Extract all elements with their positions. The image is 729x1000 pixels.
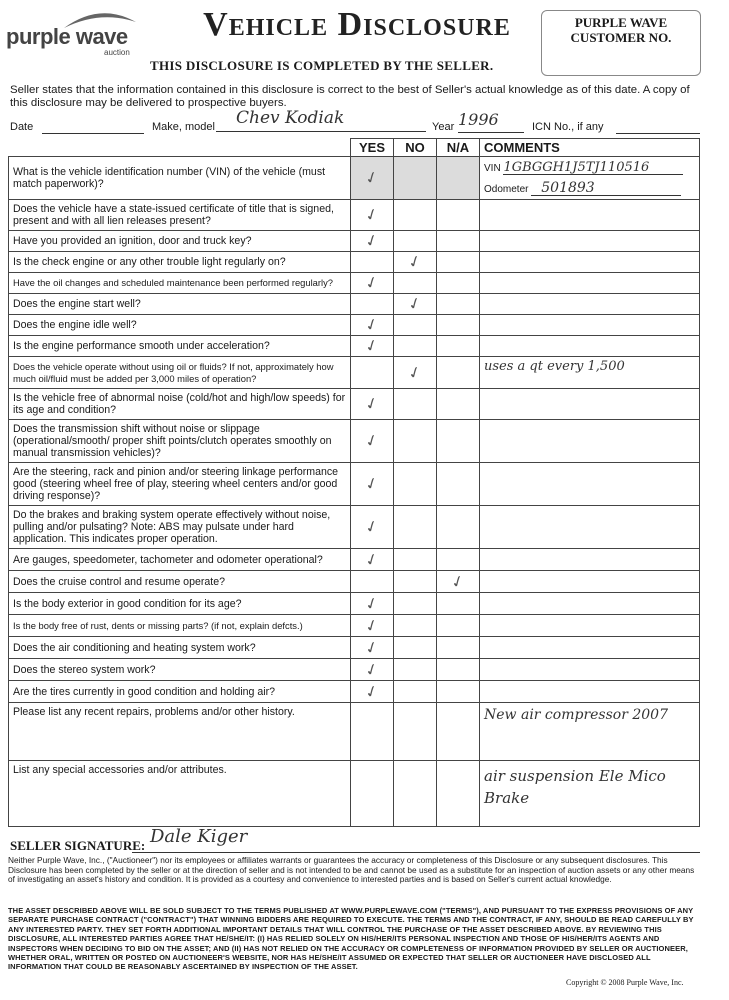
no-cell[interactable] — [394, 615, 437, 637]
question-text: Have you provided an ignition, door and truck key? — [9, 231, 351, 252]
question-text: Does the engine idle well? — [9, 315, 351, 336]
seller-signature-label: SELLER SIGNATURE: — [10, 838, 146, 853]
table-row — [9, 389, 700, 420]
no-cell[interactable] — [394, 549, 437, 571]
yes-cell[interactable] — [351, 549, 394, 571]
yes-cell[interactable] — [351, 659, 394, 681]
question-text: Does the air conditioning and heating system work? — [9, 637, 351, 659]
question-text: Please list any recent repairs, problems and/or other history. — [9, 703, 351, 761]
year-label: Year — [432, 121, 455, 133]
odometer-field[interactable]: 501893 — [531, 179, 681, 196]
question-header — [9, 139, 351, 157]
page-subtitle: THIS DISCLOSURE IS COMPLETED BY THE SELLER. — [150, 58, 494, 73]
na-cell[interactable] — [437, 200, 480, 231]
no-cell[interactable] — [394, 703, 437, 761]
table-row — [9, 157, 700, 200]
check-mark: ✓ — [362, 429, 382, 452]
table-row — [9, 637, 700, 659]
check-mark: ✓ — [362, 635, 382, 659]
question-text: Does the cruise control and resume operate? — [9, 571, 351, 593]
comment-cell[interactable]: air suspension Ele Mico Brake — [480, 761, 700, 827]
yes-cell[interactable] — [351, 231, 394, 252]
table-row — [9, 571, 700, 593]
check-mark: ✓ — [405, 360, 425, 384]
na-cell[interactable] — [437, 252, 480, 273]
page-title: Vehicle Disclosure — [203, 6, 511, 43]
na-cell[interactable] — [437, 315, 480, 336]
comment-cell[interactable] — [480, 315, 700, 336]
check-mark: ✓ — [362, 472, 382, 495]
na-cell[interactable] — [437, 273, 480, 294]
no-cell[interactable] — [394, 273, 437, 294]
table-row — [9, 231, 700, 252]
yes-cell[interactable] — [351, 703, 394, 761]
question-text: Does the transmission shift without noise or slippage (operational/smooth/ proper shift points/clutch operates smoothly on manual transmission vehicles)? — [9, 420, 351, 463]
icn-label: ICN No., if any — [532, 121, 604, 133]
question-text: Does the vehicle have a state-issued certificate of title that is signed, present and with all lien releases present? — [9, 200, 351, 231]
no-cell[interactable] — [394, 157, 437, 200]
yes-cell[interactable] — [351, 157, 394, 200]
table-row — [9, 615, 700, 637]
no-cell[interactable] — [394, 357, 437, 389]
table-row — [9, 761, 700, 827]
yes-cell[interactable] — [351, 315, 394, 336]
yes-header: YES — [351, 139, 394, 157]
odometer-label: Odometer — [484, 183, 529, 195]
yes-cell[interactable] — [351, 637, 394, 659]
check-mark: ✓ — [362, 657, 382, 681]
comment-cell[interactable] — [480, 273, 700, 294]
comment-cell[interactable] — [480, 615, 700, 637]
seller-signature[interactable]: Dale Kiger — [150, 826, 248, 847]
no-cell[interactable] — [394, 315, 437, 336]
comment-cell[interactable] — [480, 463, 700, 506]
table-row — [9, 463, 700, 506]
yes-cell[interactable] — [351, 615, 394, 637]
check-mark: ✓ — [362, 613, 382, 637]
no-cell[interactable] — [394, 761, 437, 827]
make-label: Make, model — [152, 121, 215, 133]
question-text: Are the tires currently in good condition and holding air? — [9, 681, 351, 703]
signature-line — [132, 852, 700, 853]
na-cell[interactable] — [437, 294, 480, 315]
no-cell[interactable] — [394, 463, 437, 506]
table-row — [9, 506, 700, 549]
na-cell[interactable] — [437, 659, 480, 681]
check-mark: ✓ — [362, 313, 382, 336]
question-text: Is the body free of rust, dents or missing parts? (if not, explain defcts.) — [9, 615, 351, 637]
na-cell[interactable] — [437, 506, 480, 549]
vin-field[interactable]: 1GBGGH1J5TJ110516 — [503, 158, 683, 175]
comment-cell[interactable] — [480, 637, 700, 659]
table-row — [9, 336, 700, 357]
check-mark: ✓ — [405, 292, 425, 315]
table-row — [9, 273, 700, 294]
question-text: Have the oil changes and scheduled maintenance been performed regularly? — [9, 273, 351, 294]
logo-subtext: auction — [104, 48, 130, 57]
logo-wordmark: purple wave — [6, 24, 128, 49]
no-cell[interactable] — [394, 231, 437, 252]
na-cell[interactable] — [437, 703, 480, 761]
question-text: Does the stereo system work? — [9, 659, 351, 681]
vin-label: VIN — [484, 162, 501, 174]
na-cell[interactable] — [437, 549, 480, 571]
year-field[interactable]: 1996 — [458, 110, 524, 133]
question-text: Is the vehicle free of abnormal noise (cold/hot and high/low speeds) for its age and condition? — [9, 389, 351, 420]
question-text: Do the brakes and braking system operate effectively without noise, pulling and/or pulsating? Note: ABS may pulsate under hard application. This indicates proper operation. — [9, 506, 351, 549]
table-row — [9, 420, 700, 463]
table-row — [9, 200, 700, 231]
date-label: Date — [10, 121, 34, 133]
yes-cell[interactable] — [351, 681, 394, 703]
na-cell[interactable] — [437, 681, 480, 703]
no-cell[interactable] — [394, 389, 437, 420]
question-text: Does the vehicle operate without using oil or fluids? If not, approximately how much oil/fluid must be added per 3,000 miles of operation? — [9, 357, 351, 389]
na-cell[interactable] — [437, 336, 480, 357]
check-mark: ✓ — [405, 250, 425, 273]
table-row — [9, 315, 700, 336]
comment-cell[interactable] — [480, 571, 700, 593]
question-text: List any special accessories and/or attributes. — [9, 761, 351, 827]
check-mark: ✓ — [362, 334, 382, 357]
yes-cell[interactable] — [351, 389, 394, 420]
comment-cell[interactable]: New air compressor 2007 — [480, 703, 700, 761]
yes-cell[interactable] — [351, 252, 394, 273]
question-text: Is the body exterior in good condition for its age? — [9, 593, 351, 615]
no-header: NO — [394, 139, 437, 157]
customer-number-box[interactable] — [541, 10, 701, 76]
no-cell[interactable] — [394, 336, 437, 357]
question-text: Are the steering, rack and pinion and/or steering linkage performance good (steering wheel free of play, steering wheel centers and/or good driving response)? — [9, 463, 351, 506]
disclosure-table — [8, 138, 700, 827]
na-cell[interactable] — [437, 463, 480, 506]
check-mark: ✓ — [362, 271, 382, 294]
comment-cell[interactable] — [480, 294, 700, 315]
table-row — [9, 252, 700, 273]
question-text: Does the engine start well? — [9, 294, 351, 315]
intro-text: Seller states that the information contained in this disclosure is correct to the best of Seller's actual knowledge as of this date. A copy of this disclosure may be delivered to prospective buyers. — [10, 84, 690, 109]
copyright-text: Copyright © 2008 Purple Wave, Inc. — [566, 978, 684, 987]
na-cell[interactable] — [437, 357, 480, 389]
no-cell[interactable] — [394, 200, 437, 231]
no-cell[interactable] — [394, 294, 437, 315]
comment-cell[interactable] — [480, 389, 700, 420]
no-cell[interactable] — [394, 681, 437, 703]
comment-cell[interactable]: uses a qt every 1,500 — [480, 357, 700, 389]
yes-cell[interactable] — [351, 506, 394, 549]
comment-cell[interactable] — [480, 549, 700, 571]
table-row — [9, 703, 700, 761]
table-row — [9, 593, 700, 615]
table-row — [9, 549, 700, 571]
na-cell[interactable] — [437, 231, 480, 252]
check-mark: ✓ — [362, 679, 382, 703]
check-mark: ✓ — [362, 591, 382, 615]
table-row — [9, 357, 700, 389]
comment-cell[interactable] — [480, 506, 700, 549]
table-row — [9, 294, 700, 315]
comment-cell[interactable] — [480, 231, 700, 252]
na-cell[interactable] — [437, 157, 480, 200]
no-cell[interactable] — [394, 571, 437, 593]
check-mark: ✓ — [362, 515, 382, 538]
comment-cell[interactable] — [480, 420, 700, 463]
no-cell[interactable] — [394, 659, 437, 681]
date-field[interactable] — [42, 121, 144, 134]
na-header: N/A — [437, 139, 480, 157]
check-mark: ✓ — [362, 166, 382, 189]
na-cell[interactable] — [437, 593, 480, 615]
yes-cell[interactable] — [351, 294, 394, 315]
comments-header: COMMENTS — [480, 139, 700, 157]
check-mark: ✓ — [448, 569, 468, 593]
comment-cell[interactable] — [480, 336, 700, 357]
na-cell[interactable] — [437, 389, 480, 420]
yes-cell[interactable] — [351, 761, 394, 827]
comment-cell[interactable] — [480, 593, 700, 615]
disclaimer-text: Neither Purple Wave, Inc., ("Auctioneer") nor its employees or affiliates warrants or guarantees the accuracy or completeness of this Disclosure or any subsequent disclosures. This Disclosure has been completed by the seller or at the direction of seller and is not intended to be and cannot be used as a substitute for an inspection of auction assets or any other means of investigating an asset's history and condition. It is provided as a courtesy and convenience to interested parties and is based on Seller's current actual knowledge. — [8, 855, 695, 885]
yes-cell[interactable] — [351, 200, 394, 231]
no-cell[interactable] — [394, 252, 437, 273]
check-mark: ✓ — [362, 547, 382, 571]
yes-cell[interactable] — [351, 273, 394, 294]
question-text: Are gauges, speedometer, tachometer and odometer operational? — [9, 549, 351, 571]
yes-cell[interactable] — [351, 420, 394, 463]
yes-cell[interactable] — [351, 336, 394, 357]
check-mark: ✓ — [362, 203, 382, 226]
terms-text: THE ASSET DESCRIBED ABOVE WILL BE SOLD SUBJECT TO THE TERMS PUBLISHED AT WWW.PURPLEWAVE.COM ("TERMS"), AND PURSUANT TO THE EXPRESS PROVISIONS OF ANY SEPARATE PURCHASE CONTRACT ("CONTRACT") THAT WINNING BIDDERS ARE REQUIRED TO EXECUTE. THE TERMS AND THE CONTRACT, IF ANY, SHOULD BE READ CAREFULLY BY ANY INTERESTED PARTY. THEY SET FORTH ADDITIONAL IMPORTANT DETAILS THAT WILL CONTROL THE PURCHASE OF THE ASSET DESCRIBED ABOVE. BY REVIEWING THIS DISCLOSURE, ALL INTERESTED PARTIES AGREE THAT HE/SHE/IT: (I) HAS RELIED SOLELY ON HIS/HER/ITS PERSONAL INSPECTION AND THOSE OF HIS/HER/ITS AGENTS AND INSPECTORS WHEN DECIDING TO BID ON THE ASSET; AND (II) HAS NOT RELIED ON THE ACCURACY OR COMPLETENESS OF INFORMATION PROVIDED BY SELLER OR AUCTIONEER, WHETHER ORAL, WRITTEN OR POSTED ON AUCTIONEER'S WEBSITE, NOR HAS HE/SHE/IT ASSUMED OR EXPECTED THAT SELLER OR AUCTIONEER HAVE DISCLOSED ALL INFORMATION THAT COULD BE REASONABLY ASCERTAINED BY INSPECTION OF THE ASSET. — [8, 906, 694, 972]
na-cell[interactable] — [437, 420, 480, 463]
yes-cell[interactable] — [351, 463, 394, 506]
question-text: Is the check engine or any other trouble light regularly on? — [9, 252, 351, 273]
vin-odometer-cell[interactable] — [480, 157, 700, 200]
na-cell[interactable] — [437, 637, 480, 659]
make-field[interactable]: Chev Kodiak — [216, 108, 426, 132]
comment-cell[interactable] — [480, 659, 700, 681]
comment-cell[interactable] — [480, 200, 700, 231]
no-cell[interactable] — [394, 593, 437, 615]
yes-cell[interactable] — [351, 593, 394, 615]
na-cell[interactable] — [437, 571, 480, 593]
check-mark: ✓ — [362, 229, 382, 252]
table-row — [9, 659, 700, 681]
customer-number-label: PURPLE WAVE CUSTOMER NO. — [570, 15, 672, 45]
comment-cell[interactable] — [480, 252, 700, 273]
no-cell[interactable] — [394, 637, 437, 659]
yes-cell[interactable] — [351, 571, 394, 593]
comment-cell[interactable] — [480, 681, 700, 703]
table-row — [9, 681, 700, 703]
question-text: What is the vehicle identification number (VIN) of the vehicle (must match paperwork)? — [9, 157, 351, 200]
na-cell[interactable] — [437, 615, 480, 637]
no-cell[interactable] — [394, 420, 437, 463]
question-text: Is the engine performance smooth under acceleration? — [9, 336, 351, 357]
no-cell[interactable] — [394, 506, 437, 549]
yes-cell[interactable] — [351, 357, 394, 389]
na-cell[interactable] — [437, 761, 480, 827]
icn-field[interactable] — [616, 121, 700, 134]
check-mark: ✓ — [362, 392, 382, 415]
